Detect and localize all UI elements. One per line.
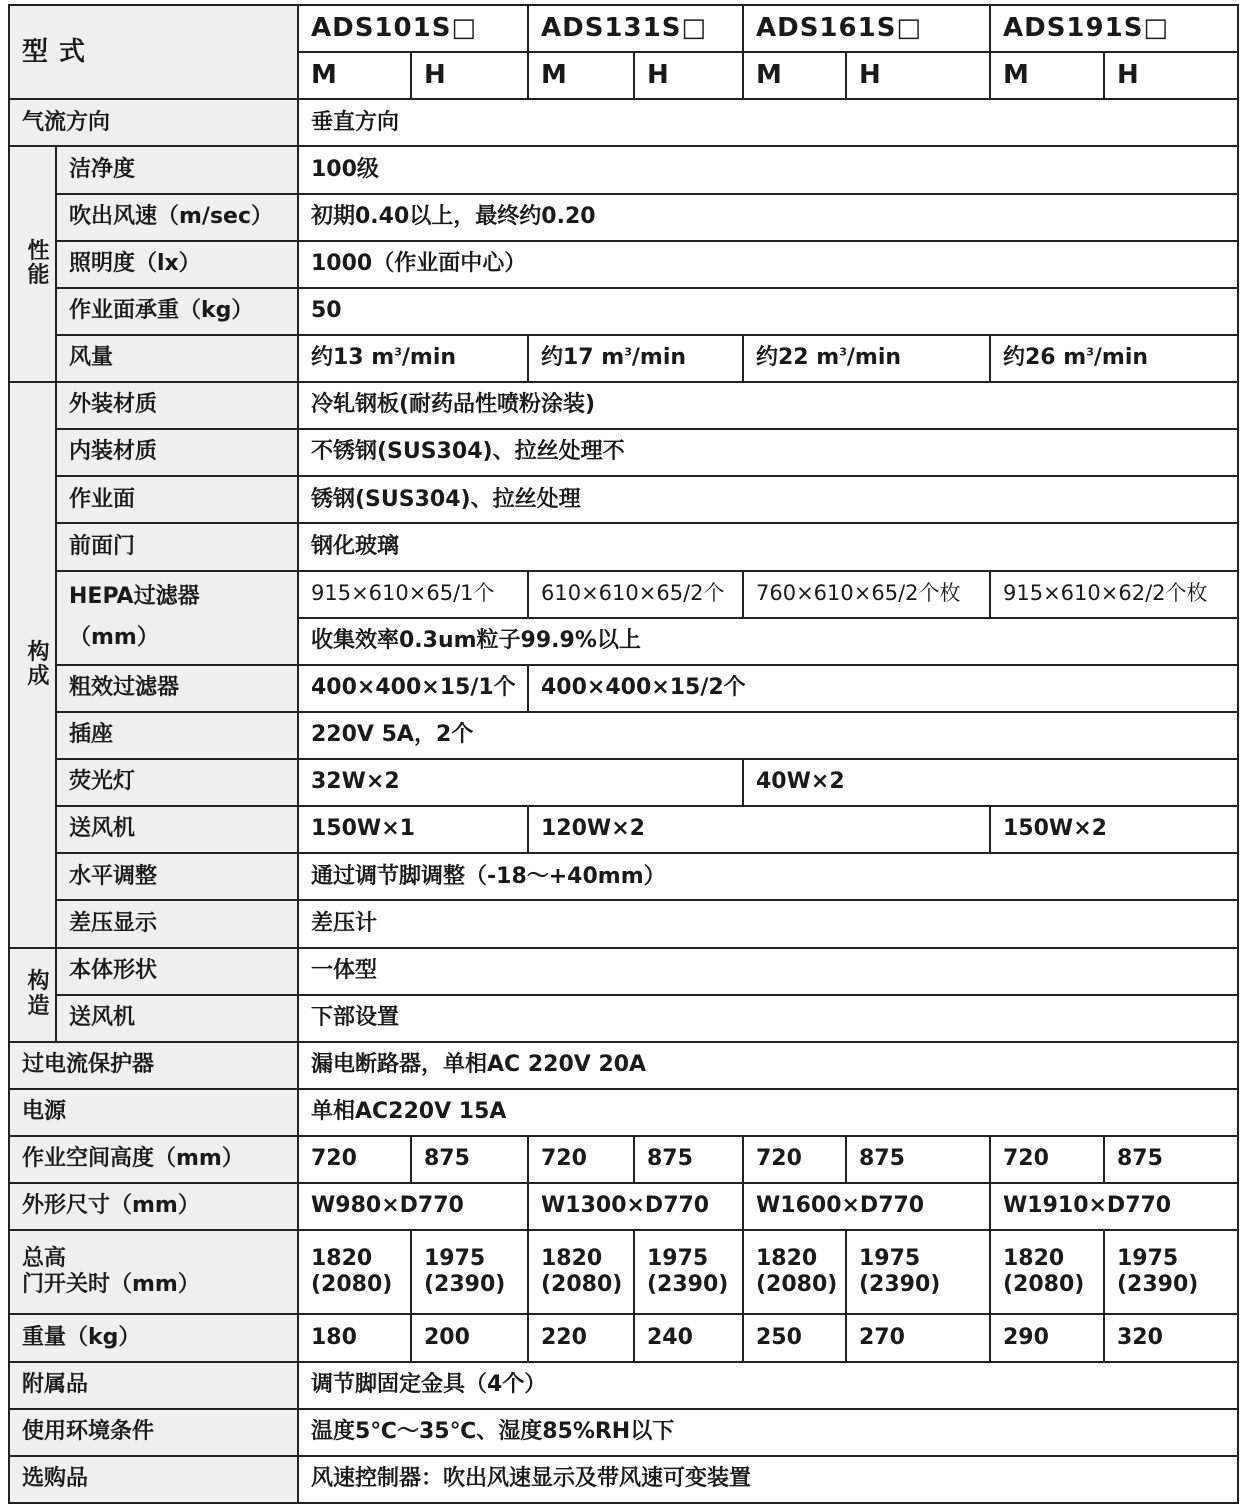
accessories-label: 附属品 [9, 1362, 298, 1409]
breaker-value: 漏电断路器，单相AC 220V 20A [298, 1042, 1238, 1089]
total-height-label-line2: 门开关时（mm） [22, 1272, 200, 1298]
dimensions-label: 外形尺寸（mm） [9, 1183, 298, 1230]
work-height-value: 720 [298, 1136, 411, 1183]
row-worksurface [9, 476, 1238, 523]
exterior-label: 外装材质 [56, 382, 298, 429]
row-weight [9, 1314, 1238, 1361]
total-height-value: 1820 (2080) [990, 1230, 1104, 1314]
environment-label: 使用环境条件 [9, 1409, 298, 1456]
blower-value: 150W×1 [298, 806, 528, 853]
cleanliness-label: 洁净度 [56, 146, 298, 193]
shape-label: 本体形状 [56, 948, 298, 995]
air-volume-value: 约26 $m^3/\min$ [990, 335, 1238, 382]
leveling-value: 通过调节脚调整（-18～+40mm） [298, 853, 1238, 900]
total-height-value: 1820 (2080) [743, 1230, 846, 1314]
variant-m: M [743, 52, 846, 99]
airflow-value: 垂直方向 [298, 99, 1238, 146]
blower-value: 120W×2 [528, 806, 990, 853]
pressure-value: 差压计 [298, 900, 1238, 947]
work-height-value: 875 [1104, 1136, 1238, 1183]
header-row-models [9, 5, 1238, 52]
outlet-label: 插座 [56, 712, 298, 759]
hepa-size: 915×610×65/1个 [298, 571, 528, 618]
options-label: 选购品 [9, 1456, 298, 1503]
velocity-label: 吹出风速（m/sec） [56, 194, 298, 241]
weight-value: 180 [298, 1314, 411, 1361]
air-volume-value: 约22 $m^3/\min$ [743, 335, 990, 382]
group-composition: 构成 [9, 382, 56, 948]
row-blower [9, 806, 1238, 853]
row-airflow [9, 99, 1238, 146]
leveling-label: 水平调整 [56, 853, 298, 900]
air-volume-value: 约17 $m^3/\min$ [528, 335, 743, 382]
weight-value: 270 [846, 1314, 990, 1361]
total-height-value: 1975 (2390) [411, 1230, 528, 1314]
hepa-size: 610×610×65/2个 [528, 571, 743, 618]
dimensions-value: W1300×D770 [528, 1183, 743, 1230]
row-prefilter [9, 665, 1238, 712]
total-height-label-line1: 总高 [22, 1245, 67, 1271]
row-air-volume [9, 335, 1238, 382]
row-power [9, 1089, 1238, 1136]
work-height-value: 720 [528, 1136, 634, 1183]
variant-h: H [634, 52, 743, 99]
lamp-label: 荧光灯 [56, 759, 298, 806]
dimensions-value: W1600×D770 [743, 1183, 990, 1230]
airflow-label: 气流方向 [9, 99, 298, 146]
dimensions-value: W1910×D770 [990, 1183, 1238, 1230]
row-interior [9, 429, 1238, 476]
hepa-efficiency: 收集效率0.3um粒子99.9%以上 [298, 618, 1238, 665]
front-door-value: 钢化玻璃 [298, 523, 1238, 570]
dimensions-value: W980×D770 [298, 1183, 528, 1230]
power-value: 单相AC220V 15A [298, 1089, 1238, 1136]
model-ads191s: ADS191S□ [990, 5, 1238, 52]
work-height-value: 720 [990, 1136, 1104, 1183]
work-height-value: 875 [634, 1136, 743, 1183]
row-blower-position [9, 995, 1238, 1042]
options-value: 风速控制器：吹出风速显示及带风速可变装置 [298, 1456, 1238, 1503]
power-label: 电源 [9, 1089, 298, 1136]
prefilter-value: 400×400×15/1个 [298, 665, 528, 712]
model-label: 型 式 [9, 5, 298, 99]
row-shape [9, 948, 1238, 995]
row-breaker [9, 1042, 1238, 1089]
accessories-value: 调节脚固定金具（4个） [298, 1362, 1238, 1409]
hepa-size: 760×610×65/2个枚 [743, 571, 990, 618]
weight-value: 250 [743, 1314, 846, 1361]
group-structure: 构造 [9, 948, 56, 1042]
row-work-height [9, 1136, 1238, 1183]
row-dimensions [9, 1183, 1238, 1230]
hepa-size: 915×610×62/2个枚 [990, 571, 1238, 618]
blower-label: 送风机 [56, 806, 298, 853]
blower-position-value: 下部设置 [298, 995, 1238, 1042]
row-pressure [9, 900, 1238, 947]
worksurface-label: 作业面 [56, 476, 298, 523]
weight-value: 290 [990, 1314, 1104, 1361]
model-ads101s: ADS101S□ [298, 5, 528, 52]
pressure-label: 差压显示 [56, 900, 298, 947]
weight-label: 重量（kg） [9, 1314, 298, 1361]
model-ads161s: ADS161S□ [743, 5, 990, 52]
row-total-height [9, 1230, 1238, 1314]
row-exterior [9, 382, 1238, 429]
lamp-value: 32W×2 [298, 759, 743, 806]
variant-h: H [1104, 52, 1238, 99]
shape-value: 一体型 [298, 948, 1238, 995]
outlet-value: 220V 5A，2个 [298, 712, 1238, 759]
air-volume-label: 风量 [56, 335, 298, 382]
hepa-label-line1: HEPA过滤器 [69, 584, 200, 610]
exterior-value: 冷轧钢板(耐药品性喷粉涂装) [298, 382, 1238, 429]
weight-value: 320 [1104, 1314, 1238, 1361]
row-front-door [9, 523, 1238, 570]
hepa-label [56, 571, 298, 665]
lamp-value: 40W×2 [743, 759, 1238, 806]
group-performance: 性能 [9, 146, 56, 382]
weight-value: 200 [411, 1314, 528, 1361]
blower-value: 150W×2 [990, 806, 1238, 853]
total-height-value: 1975 (2390) [1104, 1230, 1238, 1314]
weight-value: 240 [634, 1314, 743, 1361]
prefilter-value: 400×400×15/2个 [528, 665, 1238, 712]
row-lamp [9, 759, 1238, 806]
variant-h: H [411, 52, 528, 99]
environment-value: 温度5℃～35℃、湿度85%RH以下 [298, 1409, 1238, 1456]
variant-h: H [846, 52, 990, 99]
work-height-value: 875 [846, 1136, 990, 1183]
row-accessories [9, 1362, 1238, 1409]
interior-value: 不锈钢(SUS304)、拉丝处理不 [298, 429, 1238, 476]
load-value: 50 [298, 288, 1238, 335]
interior-label: 内装材质 [56, 429, 298, 476]
work-height-value: 875 [411, 1136, 528, 1183]
velocity-value: 初期0.40以上，最终约0.20 [298, 194, 1238, 241]
variant-m: M [990, 52, 1104, 99]
illuminance-value: 1000（作业面中心） [298, 241, 1238, 288]
total-height-value: 1975 (2390) [634, 1230, 743, 1314]
row-leveling [9, 853, 1238, 900]
worksurface-value: 锈钢(SUS304)、拉丝处理 [298, 476, 1238, 523]
hepa-label-line2: （mm） [69, 624, 159, 650]
air-volume-value: 约13 $m^3/\min$ [298, 335, 528, 382]
variant-m: M [528, 52, 634, 99]
spec-table [8, 4, 1239, 1504]
work-height-label: 作业空间高度（mm） [9, 1136, 298, 1183]
illuminance-label: 照明度（lx） [56, 241, 298, 288]
row-cleanliness [9, 146, 1238, 193]
row-outlet [9, 712, 1238, 759]
total-height-value: 1975 (2390) [846, 1230, 990, 1314]
row-environment [9, 1409, 1238, 1456]
total-height-value: 1820 (2080) [528, 1230, 634, 1314]
variant-m: M [298, 52, 411, 99]
total-height-label [9, 1230, 298, 1314]
blower-position-label: 送风机 [56, 995, 298, 1042]
prefilter-label: 粗效过滤器 [56, 665, 298, 712]
row-hepa [9, 571, 1238, 618]
row-load [9, 288, 1238, 335]
front-door-label: 前面门 [56, 523, 298, 570]
row-options [9, 1456, 1238, 1503]
row-velocity [9, 194, 1238, 241]
row-illuminance [9, 241, 1238, 288]
cleanliness-value: 100级 [298, 146, 1238, 193]
weight-value: 220 [528, 1314, 634, 1361]
model-ads131s: ADS131S□ [528, 5, 743, 52]
breaker-label: 过电流保护器 [9, 1042, 298, 1089]
load-label: 作业面承重（kg） [56, 288, 298, 335]
work-height-value: 720 [743, 1136, 846, 1183]
total-height-value: 1820 (2080) [298, 1230, 411, 1314]
